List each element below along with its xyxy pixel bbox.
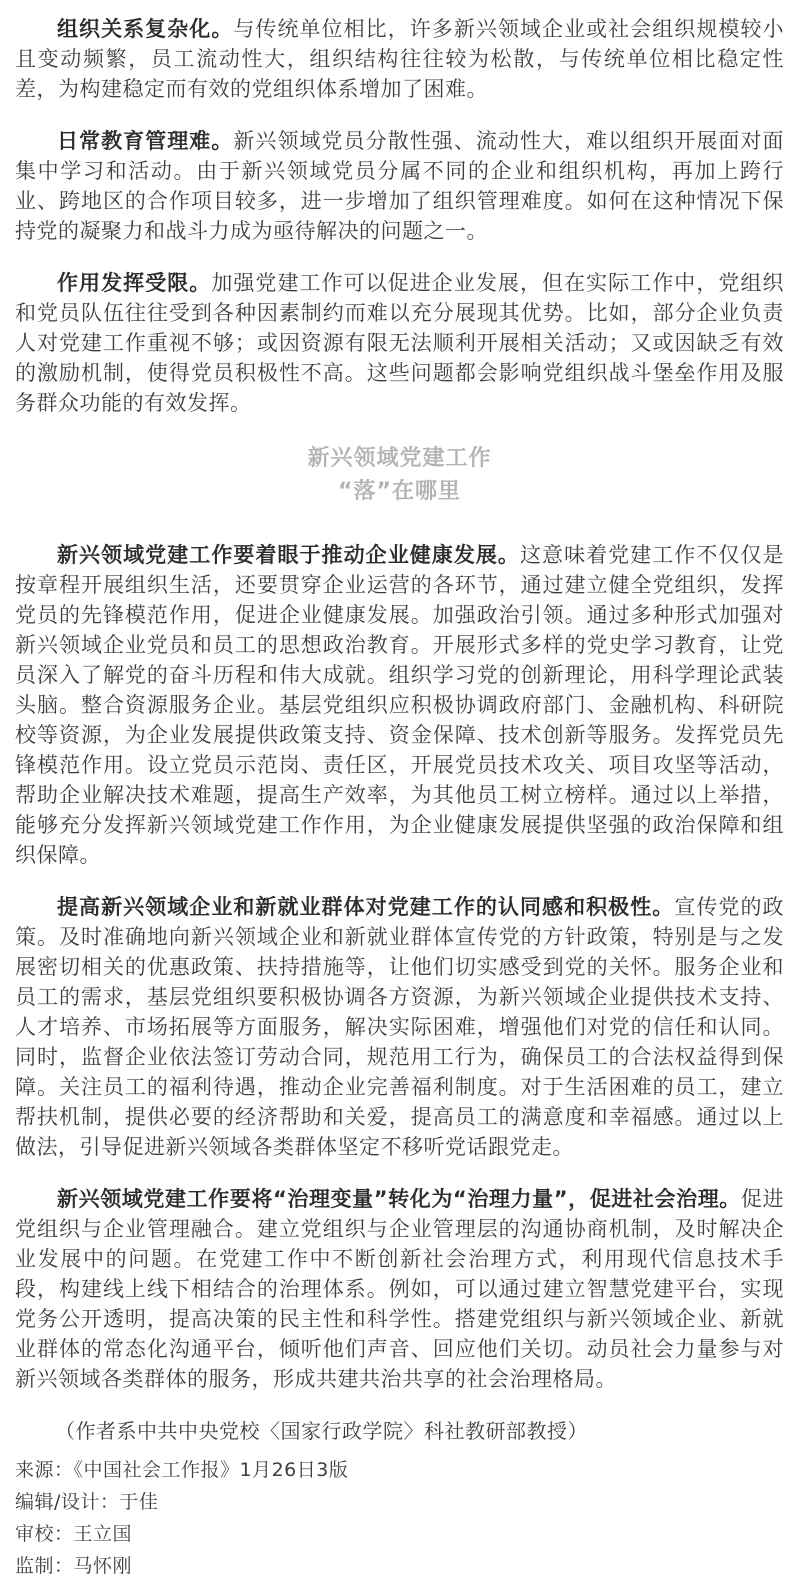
paragraph-lead: 新兴领域党建工作要将“治理变量”转化为“治理力量”，促进社会治理。: [57, 1187, 741, 1211]
paragraph-text: 这意味着党建工作不仅仅是按章程开展组织生活，还要贯穿企业运营的各环节，通过建立健全党组织，发挥党员的先锋模范作用，促进企业健康发展。加强政治引领。通过多种形式加强对新兴领域企业党员和员工的思想政治教育。开展形式多样的党史学习教育，让党员深入了解党的奋斗历程和伟大成就。组织学习党的创新理论，用科学理论武装头脑。整合资源服务企业。基层党组织应积极协调政府部门、金融机构、科研院校等资源，为企业发展提供政策支持、资金保障、技术创新等服务。发挥党员先锋模范作用。设立党员示范岗、责任区，开展党员技术攻关、项目攻坚等活动，帮助企业解决技术难题，提高生产效率，为其他员工树立榜样。通过以上举措，能够充分发挥新兴领域党建工作作用，为企业健康发展提供坚强的政治保障和组织保障。: [15, 543, 784, 867]
paragraph-identity-enthusiasm: [15, 892, 784, 1162]
paragraph-social-governance: [15, 1184, 784, 1394]
paragraph-text: 与传统单位相比，许多新兴领域企业或社会组织规模较小且变动频繁，员工流动性大，组织结构往往较为松散，与传统单位相比稳定性差，为构建稳定而有效的党组织体系增加了困难。: [15, 17, 784, 101]
footer-supervisor: 监制：马怀刚: [15, 1555, 133, 1577]
paragraph-text: 宣传党的政策。及时准确地向新兴领域企业和新就业群体宣传党的方针政策，特别是与之发展密切相关的优惠政策、扶持措施等，让他们切实感受到党的关怀。服务企业和员工的需求，基层党组织要积极协调各方资源，为新兴领域企业提供技术支持、人才培养、市场拓展等方面服务，解决实际困难，增强他们对党的信任和认同。同时，监督企业依法签订劳动合同，规范用工行为，确保员工的合法权益得到保障。关注员工的福利待遇，推动企业完善福利制度。对于生活困难的员工，建立帮扶机制，提供必要的经济帮助和关爱，提高员工的满意度和幸福感。通过以上做法，引导促进新兴领域各类群体坚定不移听党话跟党走。: [15, 895, 784, 1159]
section-heading: [15, 442, 784, 508]
paragraph-limited-role: [15, 268, 784, 418]
paragraph-text: 促进党组织与企业管理融合。建立党组织与企业管理层的沟通协商机制，及时解决企业发展中的问题。在党建工作中不断创新社会治理方式，利用现代信息技术手段，构建线上线下相结合的治理体系。例如，可以通过建立智慧党建平台，实现党务公开透明，提高决策的民主性和科学性。搭建党组织与新兴领域企业、新就业群体的常态化沟通平台，倾听他们声音、回应他们关切。动员社会力量参与对新兴领域各类群体的服务，形成共建共治共享的社会治理格局。: [15, 1187, 784, 1391]
paragraph-daily-education: [15, 126, 784, 246]
paragraph-text: 新兴领域党员分散性强、流动性大，难以组织开展面对面集中学习和活动。由于新兴领域党员分属不同的企业和组织机构，再加上跨行业、跨地区的合作项目较多，进一步增加了组织管理难度。如何在这种情况下保持党的凝聚力和战斗力成为亟待解决的问题之一。: [15, 129, 784, 243]
paragraph-lead: 日常教育管理难。: [57, 129, 234, 153]
paragraph-org-relations: [15, 14, 784, 104]
footer-source: 来源：《中国社会工作报》1月26日3版: [15, 1459, 349, 1481]
paragraph-lead: 新兴领域党建工作要着眼于推动企业健康发展。: [57, 543, 520, 567]
paragraph-text: 加强党建工作可以促进企业发展，但在实际工作中，党组织和党员队伍往往受到各种因素制约而难以充分展现其优势。比如，部分企业负责人对党建工作重视不够；或因资源有限无法顺利开展相关活动；又或因缺乏有效的激励机制，使得党员积极性不高。这些问题都会影响党组织战斗堡垒作用及服务群众功能的有效发挥。: [15, 271, 784, 415]
section-heading-line2: “落”在哪里: [338, 479, 461, 504]
paragraph-enterprise-health: [15, 540, 784, 870]
paragraph-lead: 作用发挥受限。: [57, 271, 212, 295]
section-heading-line1: 新兴领域党建工作: [307, 446, 492, 471]
paragraph-lead: 组织关系复杂化。: [57, 17, 234, 41]
article-footer: [15, 1454, 784, 1582]
footer-proofreader: 审校：王立国: [15, 1523, 133, 1545]
footer-editor-designer: 编辑/设计：于佳: [15, 1491, 159, 1513]
author-note: （作者系中共中央党校〈国家行政学院〉科社教研部教授）: [55, 1419, 588, 1443]
paragraph-lead: 提高新兴领域企业和新就业群体对党建工作的认同感和积极性。: [57, 895, 675, 919]
